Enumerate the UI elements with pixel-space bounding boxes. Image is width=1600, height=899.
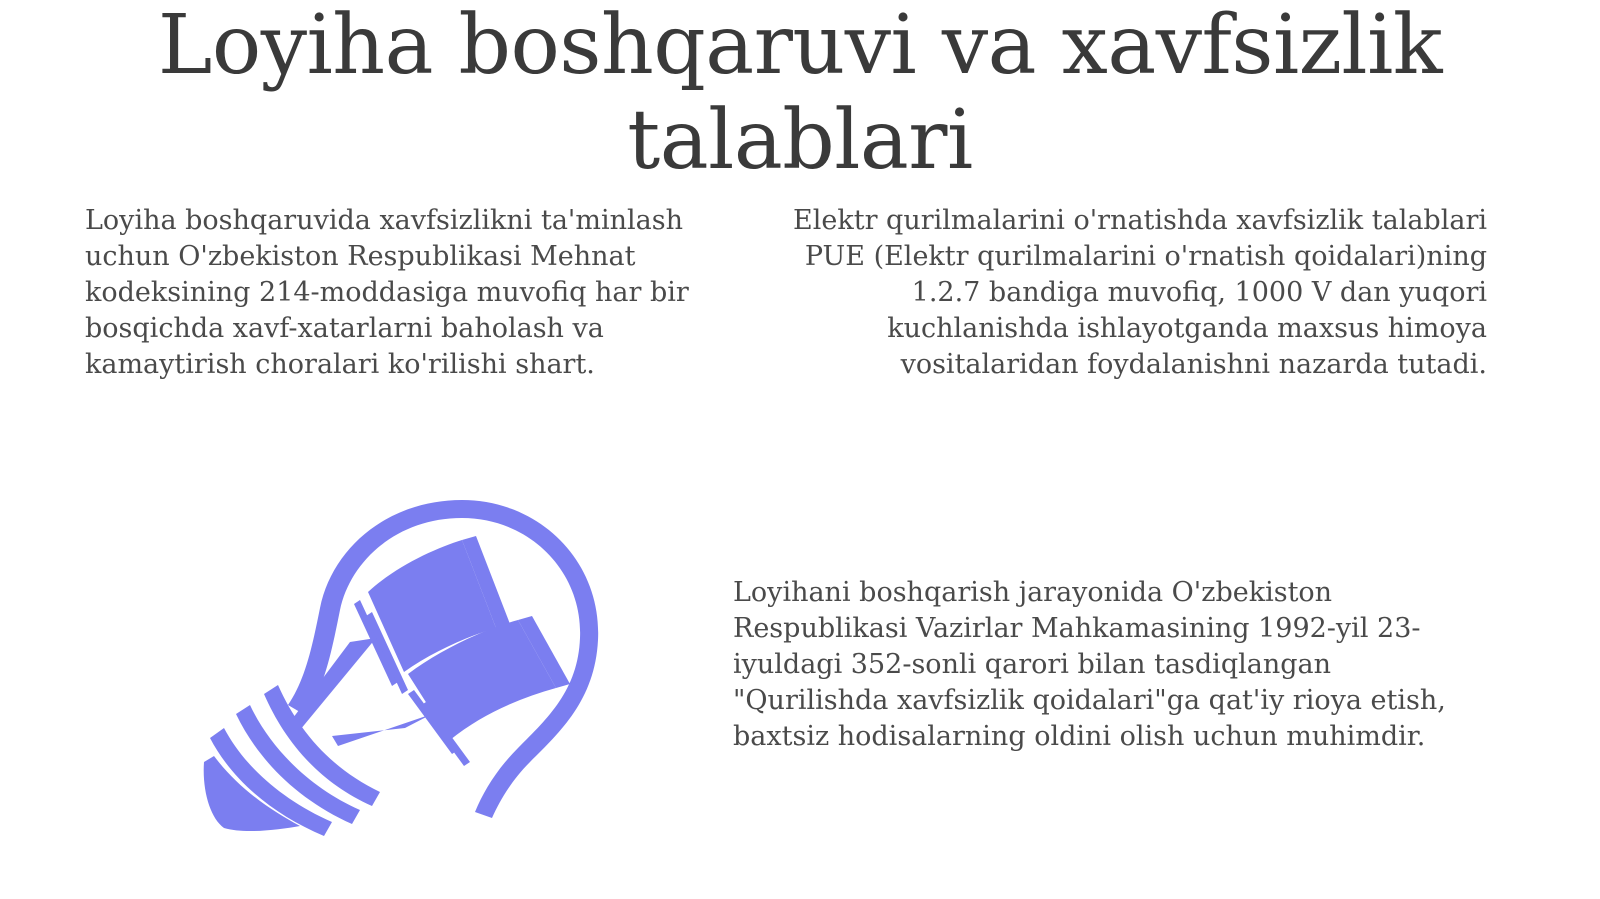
lightbulb-book-icon xyxy=(200,500,620,850)
paragraph-construction-rules: Loyihani boshqarish jarayonida O'zbekiston Respublikasi Vazirlar Mahkamasining 1992-yil 23-iyuldagi 352-sonli qarori bilan tasdiqlangan "Qurilishda xavfsizlik qoidalari"ga qat'iy rioya etish, baxtsiz hodisalarning oldini olish uchun muhimdir. xyxy=(733,577,1446,752)
page-title: Loyiha boshqaruvi va xavfsizlik talablari xyxy=(157,0,1443,188)
paragraph-electrical-rules: Elektr qurilmalarini o'rnatishda xavfsizlik talablari PUE (Elektr qurilmalarini o'rnatish qoidalari)ning 1.2.7 bandiga muvofiq, 1000 V dan yuqori kuchlanishda ishlayotganda maxsus himoya vositalaridan foydalanishni nazarda tutadi. xyxy=(793,205,1487,380)
paragraph-labor-code: Loyiha boshqaruvida xavfsizlikni ta'minlash uchun O'zbekiston Respublikasi Mehnat kodeksining 214-moddasiga muvofiq har bir bosqichda xavf-xatarlarni baholash va kamaytirish choralari ko'rilishi shart. xyxy=(85,205,689,380)
